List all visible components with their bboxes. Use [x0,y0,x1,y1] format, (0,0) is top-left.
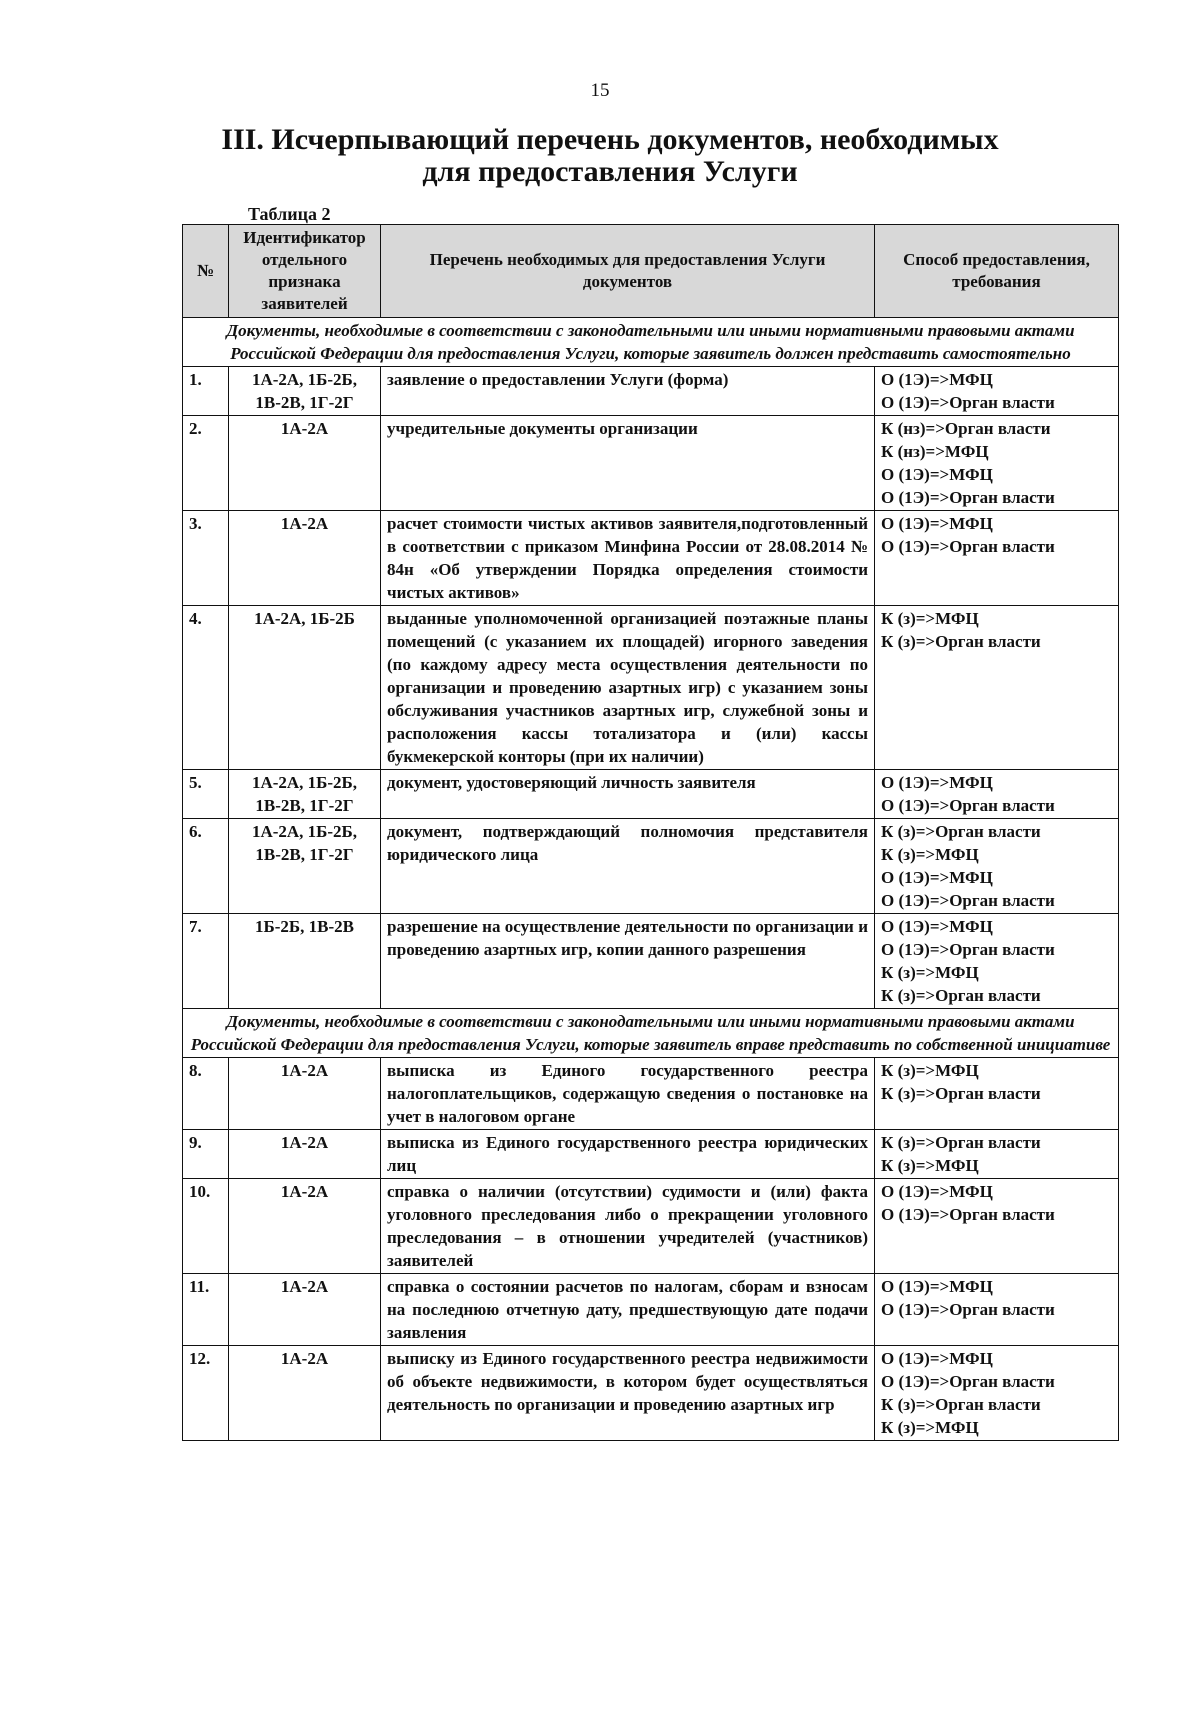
row-number: 6. [183,819,229,914]
row-number: 11. [183,1274,229,1346]
section-mandatory-documents: Документы, необходимые в соответствии с законодательными или иными нормативными правовыми актами Российской Федерации для предоставления Услуги, которые заявитель должен представить самостоятельно [183,318,1119,367]
header-document-list: Перечень необходимых для предоставления Услуги документов [381,225,875,318]
row-document: расчет стоимости чистых активов заявителя,подготовленный в соответствии с приказом Минфина России от 28.08.2014 № 84н «Об утверждении Порядка определения стоимости чистых активов» [381,511,875,606]
row-submission-methods [875,416,1119,511]
submission-method-line: К (з)=>МФЦ [881,1156,979,1175]
applicant-id-line: 1А-2А [280,1182,329,1201]
row-number: 7. [183,914,229,1009]
submission-method-line: К (нз)=>МФЦ [881,442,989,461]
row-applicant-ids [229,1179,381,1274]
table-label: Таблица 2 [248,204,331,224]
row-number: 10. [183,1179,229,1274]
submission-method-line: О (1Э)=>МФЦ [881,868,993,887]
submission-method-line: К (з)=>Орган власти [881,1395,1041,1414]
submission-method-line: О (1Э)=>Орган власти [881,1300,1055,1319]
row-applicant-ids [229,1274,381,1346]
submission-method-line: О (1Э)=>Орган власти [881,940,1055,959]
row-submission-methods [875,914,1119,1009]
section-optional-documents: Документы, необходимые в соответствии с законодательными или иными нормативными правовыми актами Российской Федерации для предоставления Услуги, которые заявитель вправе представить по собственной инициативе [183,1009,1119,1058]
row-submission-methods [875,1179,1119,1274]
applicant-id-line: 1В-2В, 1Г-2Г [255,845,354,864]
submission-method-line: К (з)=>МФЦ [881,845,979,864]
applicant-id-line: 1А-2А, 1Б-2Б, [251,370,358,389]
section-optional-documents-row [183,1009,1119,1058]
submission-method-line: К (з)=>МФЦ [881,609,979,628]
row-applicant-ids [229,1058,381,1130]
row-document: выписку из Единого государственного реестра недвижимости об объекте недвижимости, в котором будет осуществляться деятельность по организации и проведению азартных игр [381,1346,875,1441]
row-document: разрешение на осуществление деятельности по организации и проведению азартных игр, копии данного разрешения [381,914,875,1009]
header-applicant-id: Идентификатор отдельного признака заявителей [229,225,381,318]
submission-method-line: О (1Э)=>Орган власти [881,796,1055,815]
row-applicant-ids [229,416,381,511]
row-document: выписка из Единого государственного реестра юридических лиц [381,1130,875,1179]
row-submission-methods [875,1346,1119,1441]
row-number: 12. [183,1346,229,1441]
submission-method-line: К (з)=>Орган власти [881,1133,1041,1152]
submission-method-line: К (з)=>Орган власти [881,822,1041,841]
row-submission-methods [875,1058,1119,1130]
submission-method-line: О (1Э)=>Орган власти [881,488,1055,507]
row-document: справка о наличии (отсутствии) судимости и (или) факта уголовного преследования либо о прекращении уголовного преследования – в отношении учредителей (участников) заявителей [381,1179,875,1274]
table-row [183,416,1119,511]
row-document: документ, подтверждающий полномочия представителя юридического лица [381,819,875,914]
row-document: документ, удостоверяющий личность заявителя [381,770,875,819]
row-applicant-ids [229,1346,381,1441]
submission-method-line: К (з)=>МФЦ [881,1418,979,1437]
table-header-row [183,225,1119,318]
section-title-line-2: для предоставления Услуги [422,155,798,188]
row-applicant-ids [229,770,381,819]
section-mandatory-documents-row [183,318,1119,367]
applicant-id-line: 1А-2А [280,1349,329,1368]
table-row [183,606,1119,770]
row-number: 8. [183,1058,229,1130]
applicant-id-line: 1А-2А, 1Б-2Б, [251,773,358,792]
submission-method-line: О (1Э)=>МФЦ [881,1349,993,1368]
submission-method-line: О (1Э)=>МФЦ [881,773,993,792]
section-title-line-1: III. Исчерпывающий перечень документов, необходимых [221,123,999,156]
row-number: 5. [183,770,229,819]
row-document: заявление о предоставлении Услуги (форма) [381,367,875,416]
table-row [183,770,1119,819]
table-row [183,1274,1119,1346]
applicant-id-line: 1А-2А [280,419,329,438]
row-submission-methods [875,770,1119,819]
applicant-id-line: 1В-2В, 1Г-2Г [255,393,354,412]
applicant-id-line: 1Б-2Б, 1В-2В [255,917,354,936]
applicant-id-line: 1В-2В, 1Г-2Г [255,796,354,815]
submission-method-line: О (1Э)=>МФЦ [881,370,993,389]
submission-method-line: О (1Э)=>МФЦ [881,1182,993,1201]
submission-method-line: О (1Э)=>МФЦ [881,514,993,533]
row-submission-methods [875,1130,1119,1179]
submission-method-line: К (нз)=>Орган власти [881,419,1051,438]
applicant-id-line: 1А-2А [280,1277,329,1296]
row-number: 1. [183,367,229,416]
row-number: 2. [183,416,229,511]
row-applicant-ids [229,1130,381,1179]
row-document: справка о состоянии расчетов по налогам, сборам и взносам на последнюю отчетную дату, предшествующую дате подачи заявления [381,1274,875,1346]
submission-method-line: О (1Э)=>Орган власти [881,891,1055,910]
submission-method-line: О (1Э)=>Орган власти [881,537,1055,556]
row-submission-methods [875,819,1119,914]
documents-table [182,224,1119,1441]
row-submission-methods [875,511,1119,606]
row-applicant-ids [229,606,381,770]
table-row [183,1058,1119,1130]
applicant-id-line: 1А-2А, 1Б-2Б, [251,822,358,841]
submission-method-line: К (з)=>Орган власти [881,1084,1041,1103]
row-applicant-ids [229,511,381,606]
section-title [160,124,1060,188]
row-applicant-ids [229,819,381,914]
row-submission-methods [875,367,1119,416]
table-row [183,367,1119,416]
row-applicant-ids [229,367,381,416]
submission-method-line: О (1Э)=>МФЦ [881,917,993,936]
applicant-id-line: 1А-2А [280,1061,329,1080]
submission-method-line: К (з)=>Орган власти [881,986,1041,1005]
table-row [183,819,1119,914]
applicant-id-line: 1А-2А, 1Б-2Б [254,609,355,628]
submission-method-line: О (1Э)=>Орган власти [881,393,1055,412]
table-row [183,914,1119,1009]
row-document: учредительные документы организации [381,416,875,511]
table-row [183,511,1119,606]
table-body [183,318,1119,1441]
table-row [183,1346,1119,1441]
submission-method-line: О (1Э)=>МФЦ [881,1277,993,1296]
header-submission-method: Способ предоставления, требования [875,225,1119,318]
row-number: 3. [183,511,229,606]
applicant-id-line: 1А-2А [280,514,329,533]
row-document: выписка из Единого государственного реестра налогоплательщиков, содержащую сведения о постановке на учет в налоговом органе [381,1058,875,1130]
table-row [183,1179,1119,1274]
header-number: № [183,225,229,318]
page-number: 15 [590,80,610,101]
row-number: 4. [183,606,229,770]
row-number: 9. [183,1130,229,1179]
applicant-id-line: 1А-2А [280,1133,329,1152]
submission-method-line: О (1Э)=>Орган власти [881,1205,1055,1224]
submission-method-line: К (з)=>МФЦ [881,963,979,982]
submission-method-line: О (1Э)=>Орган власти [881,1372,1055,1391]
submission-method-line: К (з)=>МФЦ [881,1061,979,1080]
row-submission-methods [875,1274,1119,1346]
table-row [183,1130,1119,1179]
row-document: выданные уполномоченной организацией поэтажные планы помещений (с указанием их площадей) игорного заведения (по каждому адресу места осуществления деятельности по организации и проведению азартных игр) с указанием зоны обслуживания участников азартных игр, служебной зоны и расположения кассы тотализатора и (или) кассы букмекерской конторы (при их наличии) [381,606,875,770]
row-applicant-ids [229,914,381,1009]
submission-method-line: О (1Э)=>МФЦ [881,465,993,484]
submission-method-line: К (з)=>Орган власти [881,632,1041,651]
row-submission-methods [875,606,1119,770]
